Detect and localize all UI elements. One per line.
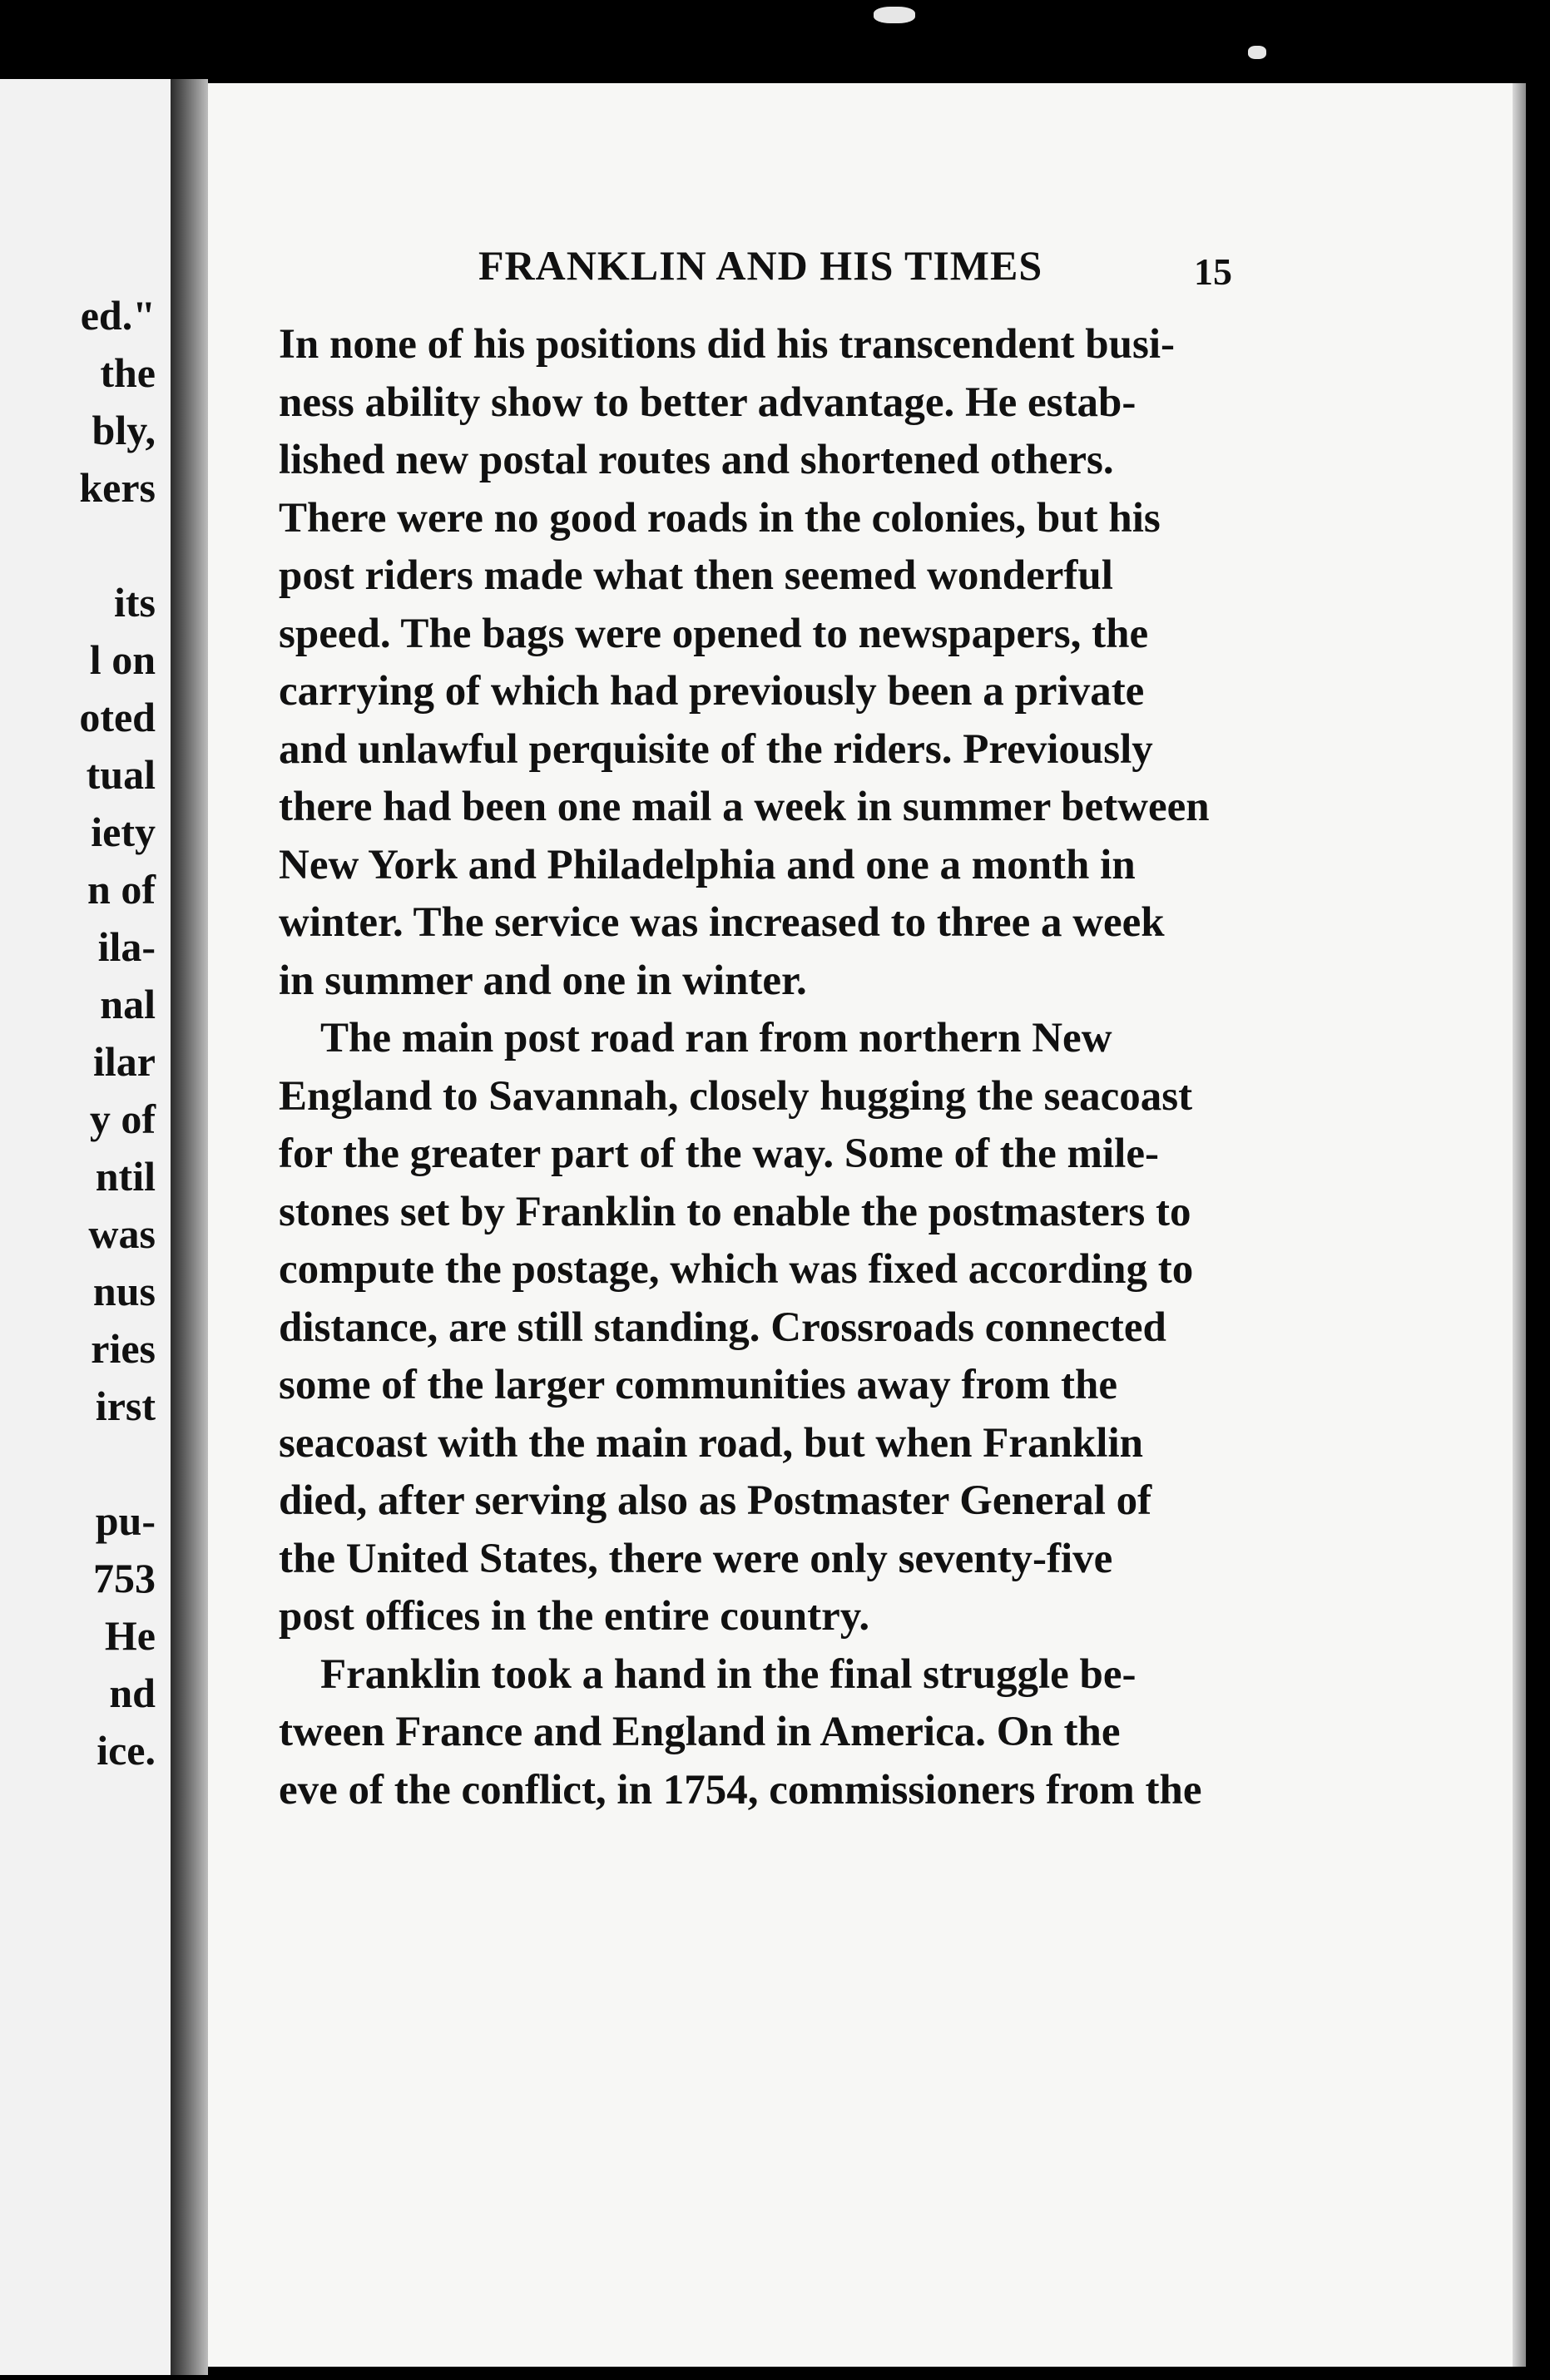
text-line: In none of his positions did his transcendent busi- [279,321,1176,368]
text-line: lished new postal routes and shortened others. [279,437,1114,483]
text-line: eve of the conflict, in 1754, commissioners from the [279,1766,1202,1813]
previous-page-line-fragment [0,1435,156,1492]
text-line: ness ability show to better advantage. He estab- [279,379,1137,426]
body-text [279,316,1219,1819]
text-line: post offices in the entire country. [279,1593,870,1640]
text-line: compute the postage, which was fixed according to [279,1246,1194,1293]
text-line: there had been one mail a week in summer between [279,784,1210,830]
previous-page-fragment [0,79,171,2375]
previous-page-line-fragment: l on [89,636,156,683]
text-line: and unlawful perquisite of the riders. Previously [279,725,1153,773]
previous-page-line-fragment: nus [92,1268,156,1314]
previous-page-line-fragment: y of [89,1096,156,1142]
text-line: distance, are still standing. Crossroads connected [279,1304,1166,1351]
text-line: The main post road ran from northern New [320,1015,1112,1061]
text-line: died, after serving also as Postmaster General of [279,1477,1152,1524]
previous-page-line-fragment: n of [87,866,156,913]
previous-page-line-fragment: kers [79,464,156,511]
previous-page-line-fragment: ntil [95,1153,156,1200]
previous-page-line-fragment: its [114,579,156,626]
text-line: Franklin took a hand in the final struggle be- [320,1650,1137,1698]
previous-page-line-fragment: nal [100,981,156,1027]
page-edge [1513,83,1526,2367]
scan-speck [1248,46,1266,59]
previous-page-line-fragment [0,517,156,574]
previous-page-line-fragment: 753 [93,1555,156,1601]
previous-page-line-fragment: irst [95,1383,156,1429]
text-line: seacoast with the main road, but when Franklin [279,1419,1144,1467]
text-line: New York and Philadelphia and one a month in [279,841,1136,888]
text-line: tween France and England in America. On the [279,1709,1121,1755]
text-line: post riders made what then seemed wonderful [279,552,1113,599]
previous-page-line-fragment: was [88,1210,156,1257]
running-header: FRANKLIN AND HIS TIMES [478,242,1043,289]
previous-page-line-fragment: tual [86,751,156,798]
previous-page-line-fragment: ice. [97,1727,156,1774]
previous-page-line-fragment: the [100,349,156,396]
text-line: speed. The bags were opened to newspapers, the [279,610,1149,657]
previous-page-line-fragment: pu- [95,1497,156,1544]
text-line: in summer and one in winter. [279,957,807,1004]
previous-page-line-fragment: bly, [92,407,156,453]
text-line: for the greater part of the way. Some of the mile- [279,1131,1159,1177]
scan-speck [874,7,915,23]
previous-page-line-fragment: ila- [97,923,156,970]
paragraph [279,1010,1219,1646]
page-number: 15 [1194,250,1232,293]
previous-page-line-fragment: ilar [93,1038,156,1085]
text-line: winter. The service was increased to three a week [279,899,1165,946]
previous-page-line-fragment: ries [91,1325,156,1372]
text-line: There were no good roads in the colonies, but his [279,494,1161,542]
text-line: some of the larger communities away from the [279,1362,1117,1408]
previous-page-line-fragment: nd [109,1670,156,1716]
book-gutter [171,79,208,2375]
previous-page-line-fragment: He [104,1612,156,1659]
previous-page-line-endings [0,287,156,1779]
previous-page-line-fragment: oted [79,694,156,740]
text-line: the United States, there were only seventy-five [279,1535,1113,1582]
text-line: England to Savannah, closely hugging the seacoast [279,1072,1193,1120]
paragraph [279,1646,1219,1820]
paragraph [279,316,1219,1010]
previous-page-line-fragment: ed." [80,292,156,339]
text-line: stones set by Franklin to enable the postmasters to [279,1188,1191,1235]
previous-page-line-fragment: iety [91,809,156,855]
text-line: carrying of which had previously been a private [279,668,1145,715]
